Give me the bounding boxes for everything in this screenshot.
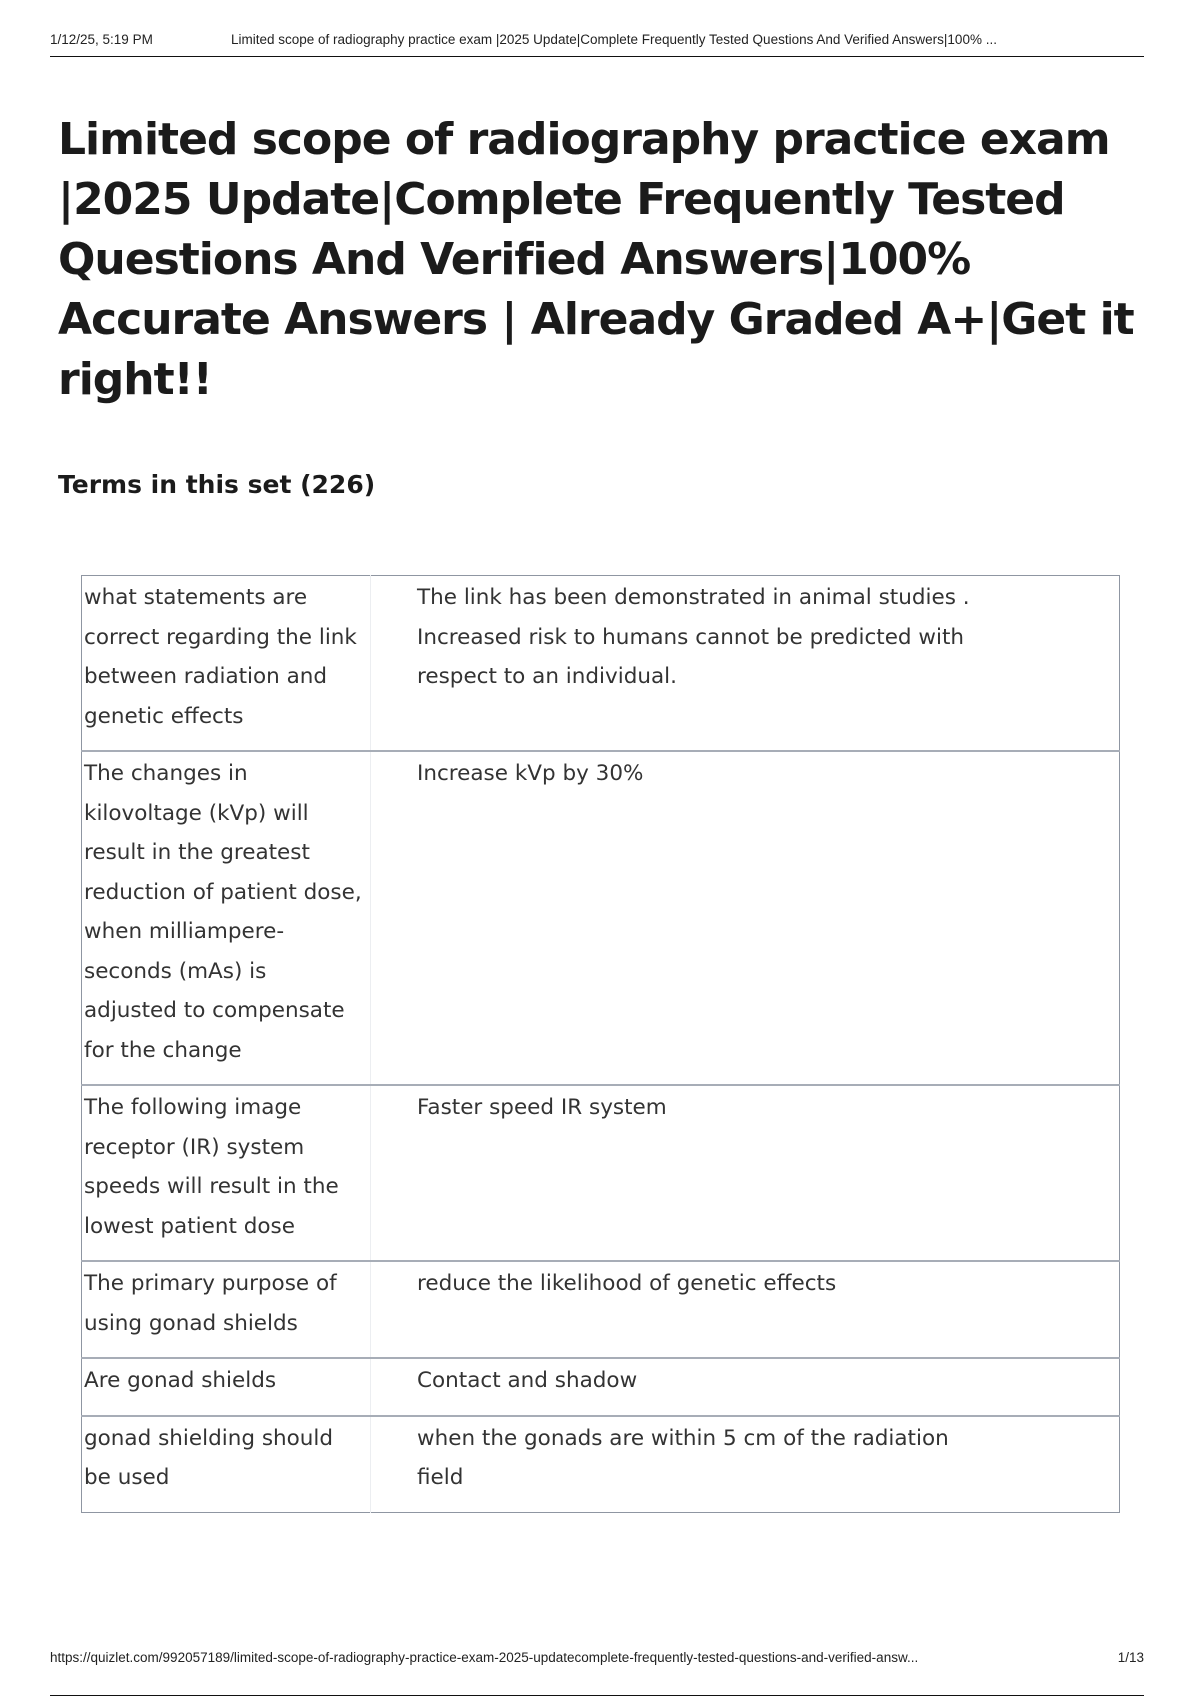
page-title: Limited scope of radiography practice exam |2025 Update|Complete Frequently Tested Questions And Verified Answers|100% Accurate Answers | Already Graded A+|Get it right!! — [58, 114, 1134, 405]
term-text: The changes in kilovoltage (kVp) will result in the greatest reduction of patient dose, when milliampere-seconds (mAs) is adjusted to compensate for the change — [82, 751, 371, 1085]
term-row — [82, 1085, 1120, 1261]
print-datetime: 1/12/25, 5:19 PM — [50, 32, 153, 47]
term-row — [82, 1358, 1120, 1416]
term-text: gonad shielding should be used — [82, 1416, 371, 1513]
term-text: The following image receptor (IR) system speeds will result in the lowest patient dose — [82, 1085, 371, 1261]
page-number: 1/13 — [1117, 1650, 1144, 1665]
page-url: https://quizlet.com/992057189/limited-scope-of-radiography-practice-exam-2025-updatecomplete-frequently-tested-questions-and-verified-answ... — [50, 1650, 919, 1665]
terms-table — [81, 575, 1120, 1513]
print-doc-title: Limited scope of radiography practice exam |2025 Update|Complete Frequently Tested Questions And Verified Answers|100% ... — [231, 32, 997, 47]
print-header — [50, 28, 1144, 57]
term-row — [82, 751, 1120, 1085]
term-text: Are gonad shields — [82, 1358, 371, 1416]
definition-text: Faster speed IR system — [371, 1085, 1120, 1261]
term-row — [82, 1416, 1120, 1513]
definition-text: Increase kVp by 30% — [371, 751, 1120, 1085]
footer-divider — [50, 1695, 1144, 1696]
term-text: The primary purpose of using gonad shields — [82, 1261, 371, 1358]
term-row — [82, 1261, 1120, 1358]
definition-text: reduce the likelihood of genetic effects — [371, 1261, 1120, 1358]
definition-text: when the gonads are within 5 cm of the radiation field — [371, 1416, 1120, 1513]
term-row — [82, 576, 1120, 752]
definition-text: The link has been demonstrated in animal studies . Increased risk to humans cannot be predicted with respect to an individual. — [417, 585, 970, 689]
terms-heading: Terms in this set (226) — [58, 470, 376, 499]
definition-text: Contact and shadow — [371, 1358, 1120, 1416]
term-text: what statements are correct regarding the link between radiation and genetic effects — [82, 576, 371, 752]
